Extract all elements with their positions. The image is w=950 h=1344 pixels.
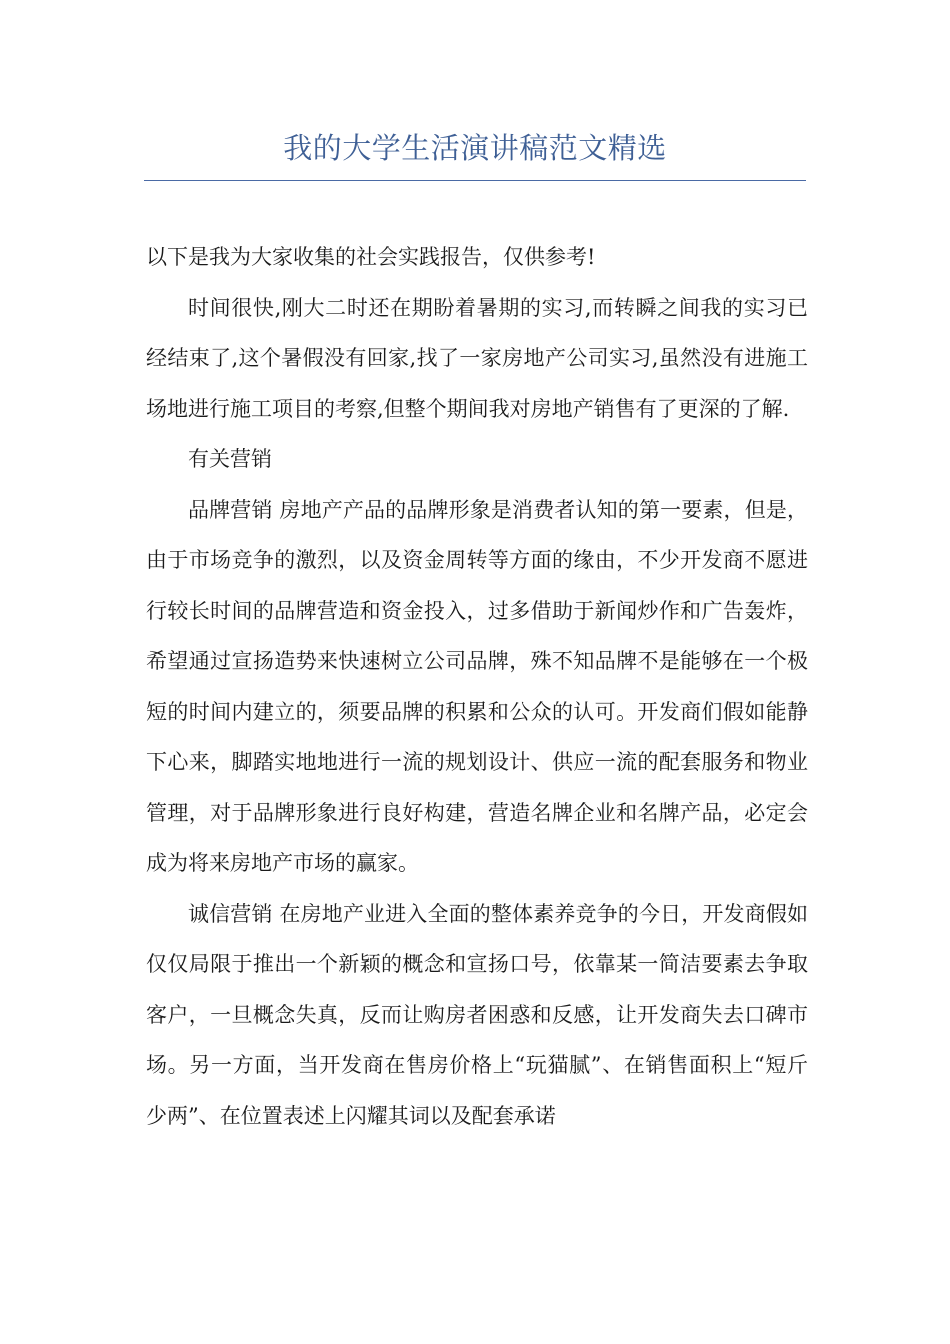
section-heading: 有关营销 xyxy=(188,447,272,471)
document-body xyxy=(146,232,808,1141)
body-paragraph: 时间很快,刚大二时还在期盼着暑期的实习,而转瞬之间我的实习已经结束了,这个暑假没有回家,找了一家房地产公司实习,虽然没有进施工场地进行施工项目的考察,但整个期间我对房地产销售有了更深的了解. xyxy=(146,295,808,421)
document-title: 我的大学生活演讲稿范文精选 xyxy=(283,131,667,165)
body-paragraph: 诚信营销 在房地产业进入全面的整体素养竞争的今日，开发商假如仅仅局限于推出一个新颖的概念和宣扬口号，依靠某一简洁要素去争取客户，一旦概念失真，反而让购房者困惑和反感，让开发商失去口碑市场。另一方面，当开发商在售房价格上“玩猫腻”、在销售面积上“短斤少两”、在位置表述上闪耀其词以及配套承诺 xyxy=(146,901,808,1128)
body-paragraph: 品牌营销 房地产产品的品牌形象是消费者认知的第一要素，但是，由于市场竞争的激烈，以及资金周转等方面的缘由，不少开发商不愿进行较长时间的品牌营造和资金投入，过多借助于新闻炒作和广告轰炸，希望通过宣扬造势来快速树立公司品牌，殊不知品牌不是能够在一个极短的时间内建立的，须要品牌的积累和公众的认可。开发商们假如能静下心来，脚踏实地地进行一流的规划设计、供应一流的配套服务和物业管理，对于品牌形象进行良好构建，营造名牌企业和名牌产品，必定会成为将来房地产市场的赢家。 xyxy=(146,497,808,875)
title-underline xyxy=(144,180,806,181)
intro-paragraph: 以下是我为大家收集的社会实践报告，仅供参考! xyxy=(146,245,596,269)
